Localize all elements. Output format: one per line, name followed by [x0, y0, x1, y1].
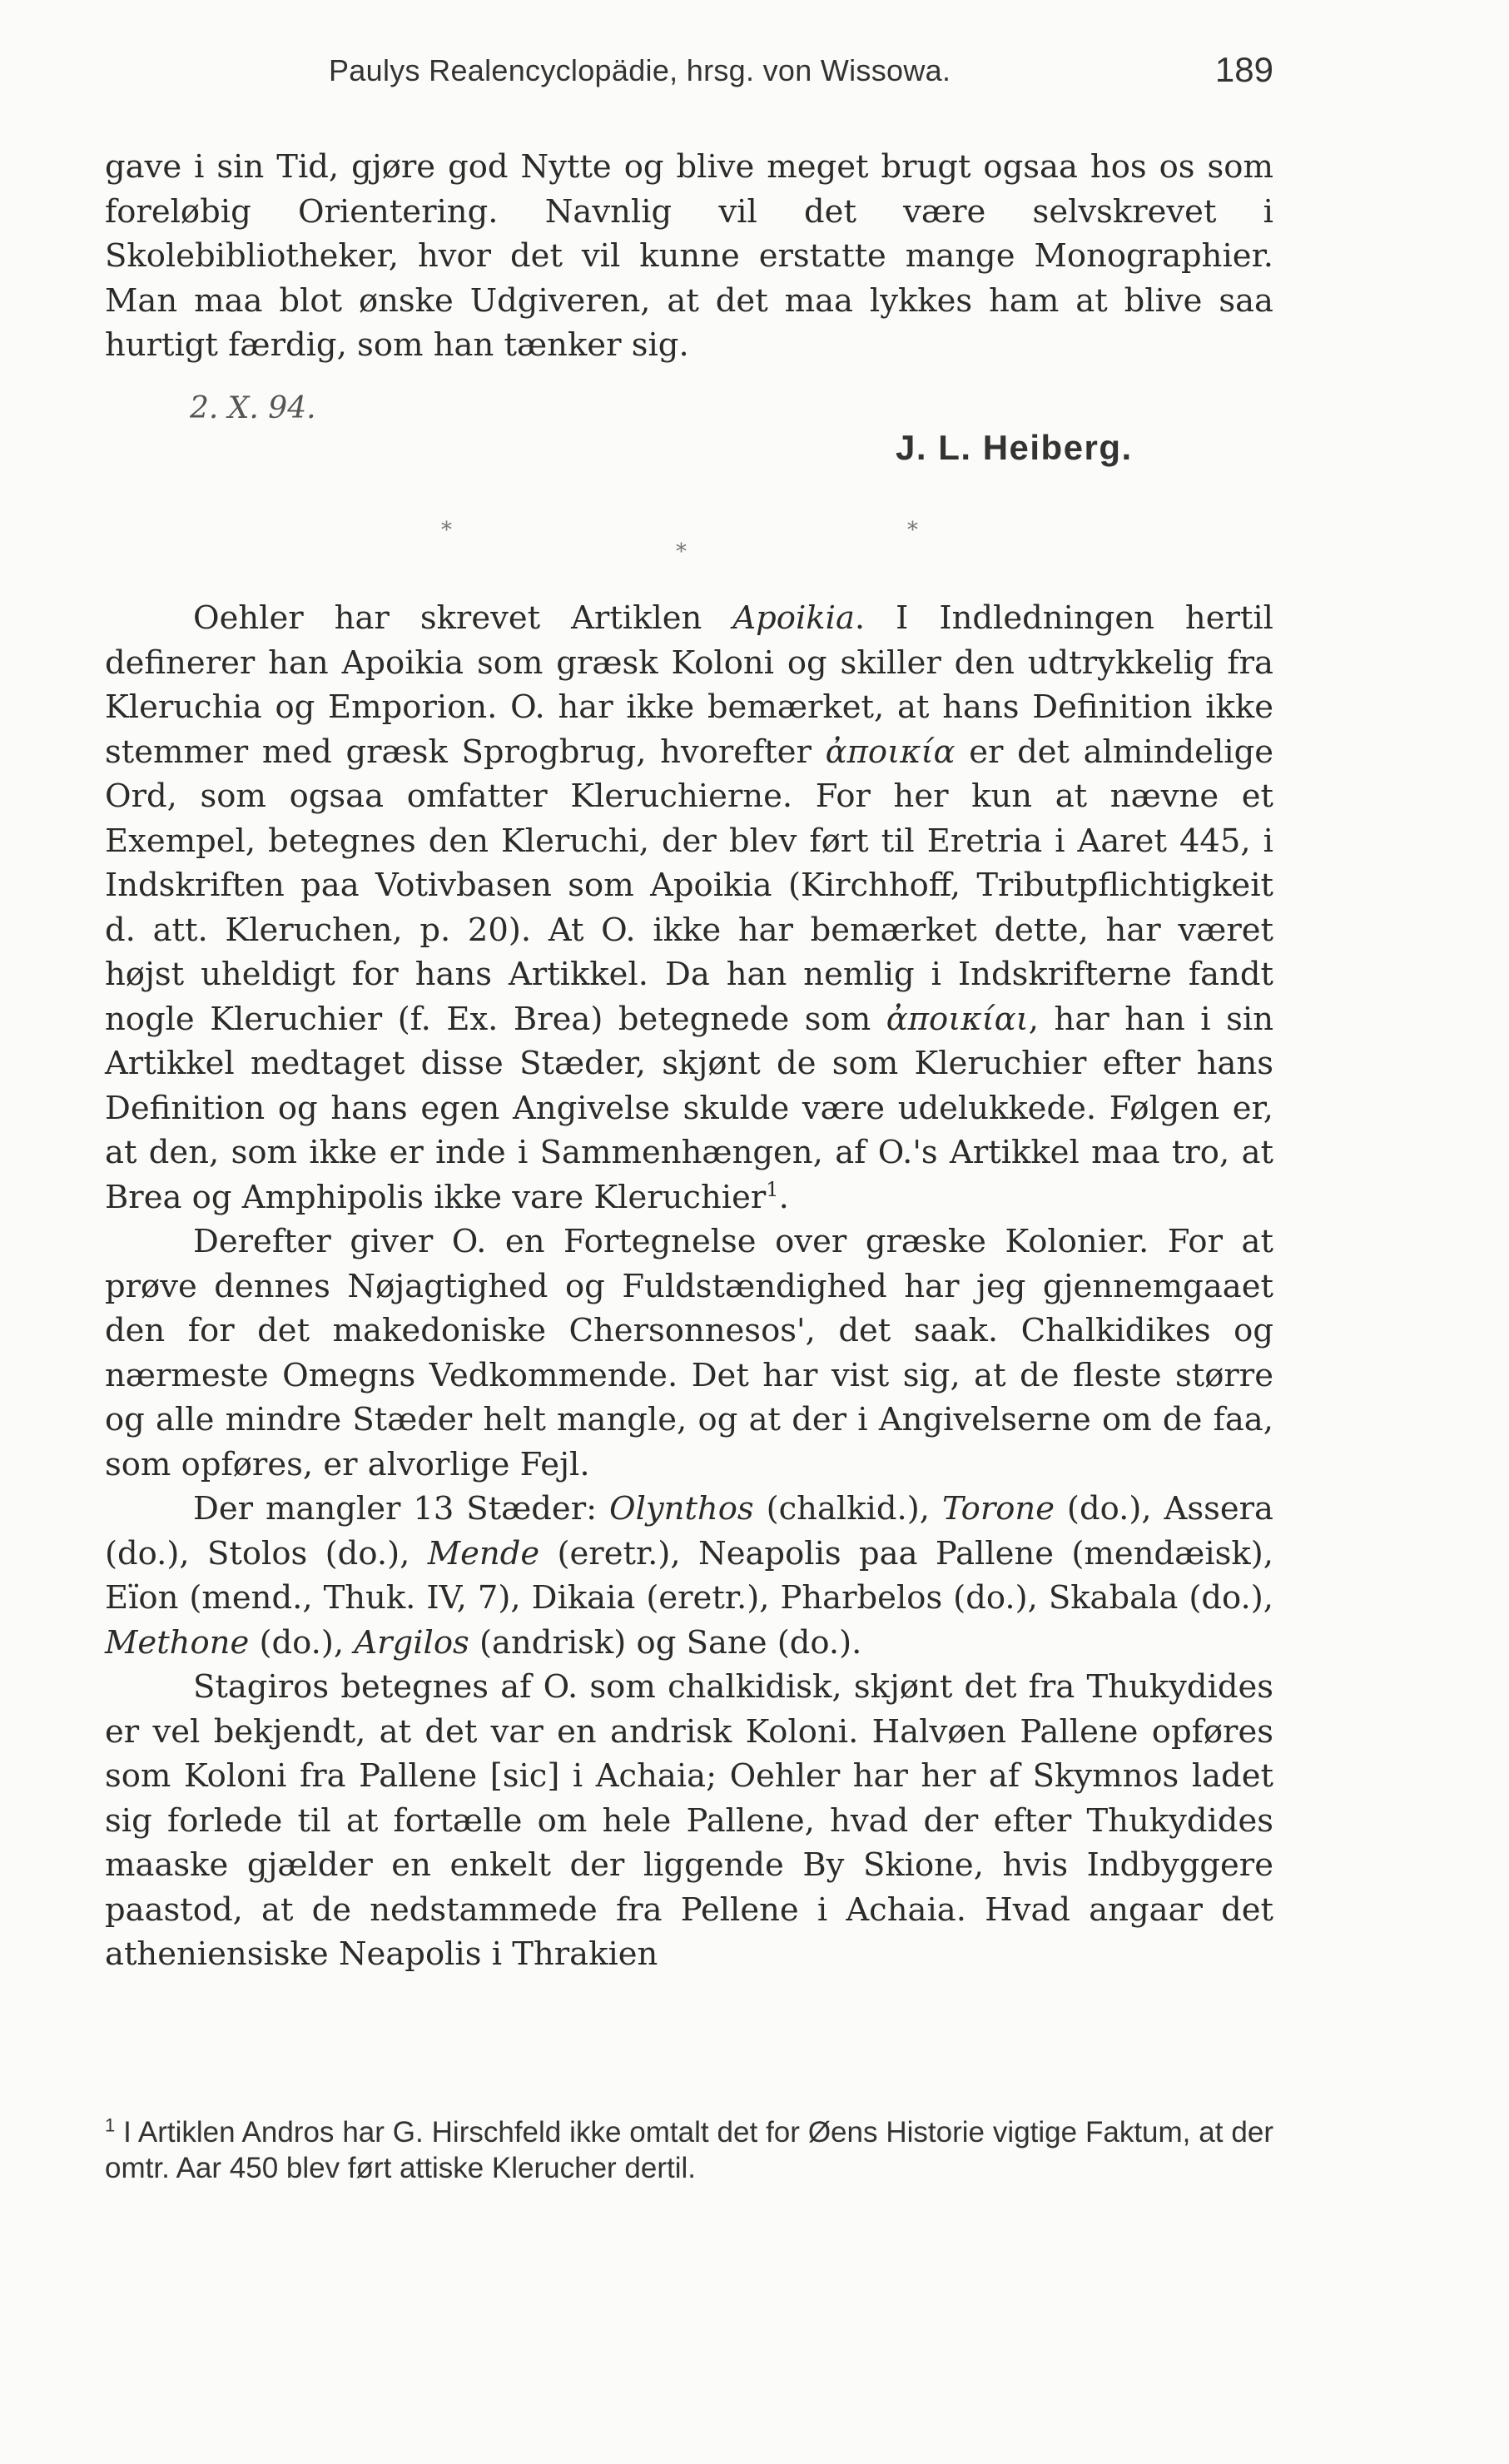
running-title: Paulys Realencyclopädie, hrsg. von Wissowa.	[329, 53, 951, 87]
emphasis-term: Apoikia	[732, 599, 855, 637]
emphasis-term: Olynthos	[609, 1490, 754, 1528]
separator-star: *	[676, 539, 687, 564]
running-header	[329, 50, 1273, 103]
footnote-text: I Artiklen Andros har G. Hirschfeld ikke omtalt det for Øens Historie vigtige Faktum, at der omtr. Aar 450 blev ført attiske Klerucher dertil.	[105, 2116, 1273, 2184]
footnote-mark: 1	[105, 2114, 116, 2136]
greek-term: ἀποικία	[825, 733, 956, 771]
paragraph-4: Stagiros betegnes af O. som chalkidisk, skjønt det fra Thukydides er vel bekjendt, at det var en andrisk Koloni. Halvøen Pallene opføres som Koloni fra Pallene [sic] i Achaia; Oehler har her af Skymnos ladet sig forlede til at fortælle om hele Pallene, hvad der efter Thukydides maaske gjælder en enkelt der liggende By Skione, hvis Indbyggere paastod, at de nedstammede fra Pellene i Achaia. Hvad angaar det atheniensiske Neapolis i Thrakien	[105, 1668, 1273, 1973]
emphasis-term: Argilos	[354, 1623, 469, 1662]
footnote	[105, 2114, 1273, 2186]
paragraph-1: Oehler har skrevet Artiklen Apoikia. I Indledningen hertil definerer han Apoikia som græsk Koloni og skiller den udtrykkelig fra Kleruchia og Emporion. O. har ikke bemærket, at hans Definition ikke stemmer med græsk Sprogbrug, hvorefter ἀποικία er det almindelige Ord, som ogsaa omfatter Kleruchierne. For her kun at nævne et Exempel, betegnes den Kleruchi, der blev ført til Eretria i Aaret 445, i Indskriften paa Votivbasen som Apoikia (Kirchhoff, Tributpflichtigkeit d. att. Kleruchen, p. 20). At O. ikke har bemærket dette, har været højst uheldigt for hans Artikkel. Da han nemlig i Indskrifterne fandt nogle Kleruchier (f. Ex. Brea) betegnede som ἀποικίαι, har han i sin Artikkel medtaget disse Stæder, skjønt de som Kleruchier efter hans Definition og hans egen Angivelse skulde være udelukkede. Følgen er, at den, som ikke er inde i Sammenhængen, af O.'s Artikkel maa tro, at Brea og Amphipolis ikke vare Kleruchier$^1$.	[105, 599, 1274, 1216]
paragraph-3: Der mangler 13 Stæder: Olynthos (chalkid.), Torone (do.), Assera (do.), Stolos (do.), Mende (eretr.), Neapolis paa Pallene (mendæisk), Eïon (mend., Thuk. IV, 7), Dikaia (eretr.), Pharbelos (do.), Skabala (do.), Methone (do.), Argilos (andrisk) og Sane (do.).	[105, 1490, 1273, 1662]
review-date: 2. X. 94.	[190, 391, 316, 425]
greek-term: ἀποικίαι	[886, 1000, 1029, 1038]
separator-star: *	[441, 518, 452, 543]
page-number: 189	[1214, 50, 1273, 89]
article-body	[105, 596, 1273, 1977]
emphasis-term: Methone	[105, 1623, 250, 1662]
separator-star: *	[907, 518, 918, 543]
intro-paragraph: gave i sin Tid, gjøre god Nytte og blive meget brugt ogsaa hos os som foreløbig Orientering. Navnlig vil det være selvskrevet i Skolebibliotheker, hvor det vil kunne erstatte mange Monographier. Man maa blot ønske Udgiveren, at det maa lykkes ham at blive saa hurtigt færdig, som han tænker sig.	[105, 148, 1273, 364]
emphasis-term: Mende	[427, 1534, 540, 1572]
author-signature: J. L. Heiberg.	[896, 428, 1133, 467]
intro-text	[105, 145, 1273, 368]
footnote-ref: 1	[766, 1177, 779, 1201]
emphasis-term: Torone	[941, 1490, 1055, 1528]
paragraph-2: Derefter giver O. en Fortegnelse over græske Kolonier. For at prøve dennes Nøjagtighed og Fuldstændighed har jeg gjennemgaaet den for det makedoniske Chersonnesos', det saak. Chalkidikes og nærmeste Omegns Vedkommende. Det har vist sig, at de fleste større og alle mindre Stæder helt mangle, og at der i Angivelserne om de faa, som opføres, er alvorlige Fejl.	[105, 1223, 1273, 1483]
